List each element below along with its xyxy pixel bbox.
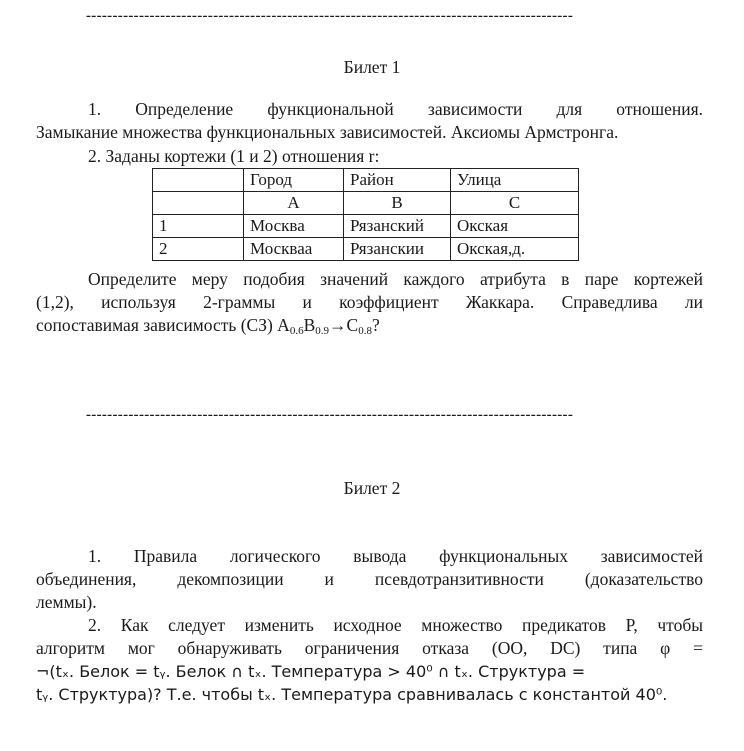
ticket1-question1 [36, 98, 703, 144]
table-cell: Рязанский [344, 215, 451, 238]
table-cell: Москва [244, 215, 344, 238]
ticket2-q2-line3: ¬(tₓ. Белок = tᵧ. Белок ∩ tₓ. Температура > 40⁰ ∩ tₓ. Структура = [36, 662, 586, 681]
cd-suffix: ? [371, 315, 380, 335]
ticket2-q1-line2: объединения, декомпозиции и псевдотранзитивности (доказательство [36, 569, 703, 589]
table-header-cell: Район [344, 169, 451, 192]
top-divider: -------------------------------------------------------------------------------------------- [86, 8, 574, 24]
table-cell: 2 [153, 238, 244, 261]
table-cell: Окская [451, 215, 579, 238]
ticket2-q1-line3: леммы). [36, 592, 97, 612]
cd-threshold-b: 0.9 [315, 325, 330, 337]
table-cell [153, 169, 244, 192]
ticket1-q1-line1: 1. Определение функциональной зависимости для отношения. [88, 99, 703, 119]
ticket2-question1 [36, 545, 703, 614]
relation-table [152, 168, 579, 261]
cd-prefix: сопоставимая зависимость (СЗ) A [36, 315, 290, 335]
ticket2-q2-line2: алгоритм мог обнаруживать ограничения отказа (ОО, DC) типа φ = [36, 638, 703, 658]
table-row [153, 215, 579, 238]
ticket2-q1-line1: 1. Правила логического вывода функциональных зависимостей [88, 546, 703, 566]
ticket2-title: Билет 2 [343, 478, 401, 498]
table-cell: Окская,д. [451, 238, 579, 261]
cd-attr-b: B [303, 315, 316, 335]
table-attr-cell: A [244, 192, 344, 215]
cd-threshold-a: 0.6 [289, 325, 304, 337]
cd-threshold-c: 0.8 [358, 325, 372, 337]
table-attr-cell: B [344, 192, 451, 215]
table-header-cell: Улица [451, 169, 579, 192]
table-header-cell: Город [244, 169, 344, 192]
cd-attr-c: C [346, 315, 359, 335]
ticket1-q1-line2: Замыкание множества функциональных зависимостей. Аксиомы Армстронга. [36, 122, 619, 142]
ticket2-q2-line4: tᵧ. Структура)? Т.е. чтобы tₓ. Температура сравнивалась с константой 40⁰. [36, 685, 668, 704]
ticket2-q2-line1: 2. Как следует изменить исходное множество предикатов P, чтобы [88, 615, 703, 635]
ticket1-question2-intro [36, 145, 703, 168]
ticket1-question2-text [36, 268, 703, 343]
ticket1-q2-line2: (1,2), используя 2-граммы и коэффициент Жаккара. Справедлива ли [36, 292, 703, 312]
table-attr-cell: C [451, 192, 579, 215]
middle-divider: -------------------------------------------------------------------------------------------- [86, 407, 574, 423]
ticket1-title: Билет 1 [343, 57, 401, 77]
ticket1-q2-intro: 2. Заданы кортежи (1 и 2) отношения r: [88, 146, 380, 166]
table-row [153, 238, 579, 261]
table-cell: Рязанскии [344, 238, 451, 261]
table-attr-row [153, 192, 579, 215]
table-header-row [153, 169, 579, 192]
ticket1-q2-line3 [36, 314, 703, 343]
table-cell: Москваа [244, 238, 344, 261]
ticket1-q2-line1: Определите меру подобия значений каждого атрибута в паре кортежей [88, 269, 703, 289]
table-cell [153, 192, 244, 215]
arrow-icon: → [329, 315, 347, 335]
table-cell: 1 [153, 215, 244, 238]
ticket2-question2 [36, 614, 703, 706]
